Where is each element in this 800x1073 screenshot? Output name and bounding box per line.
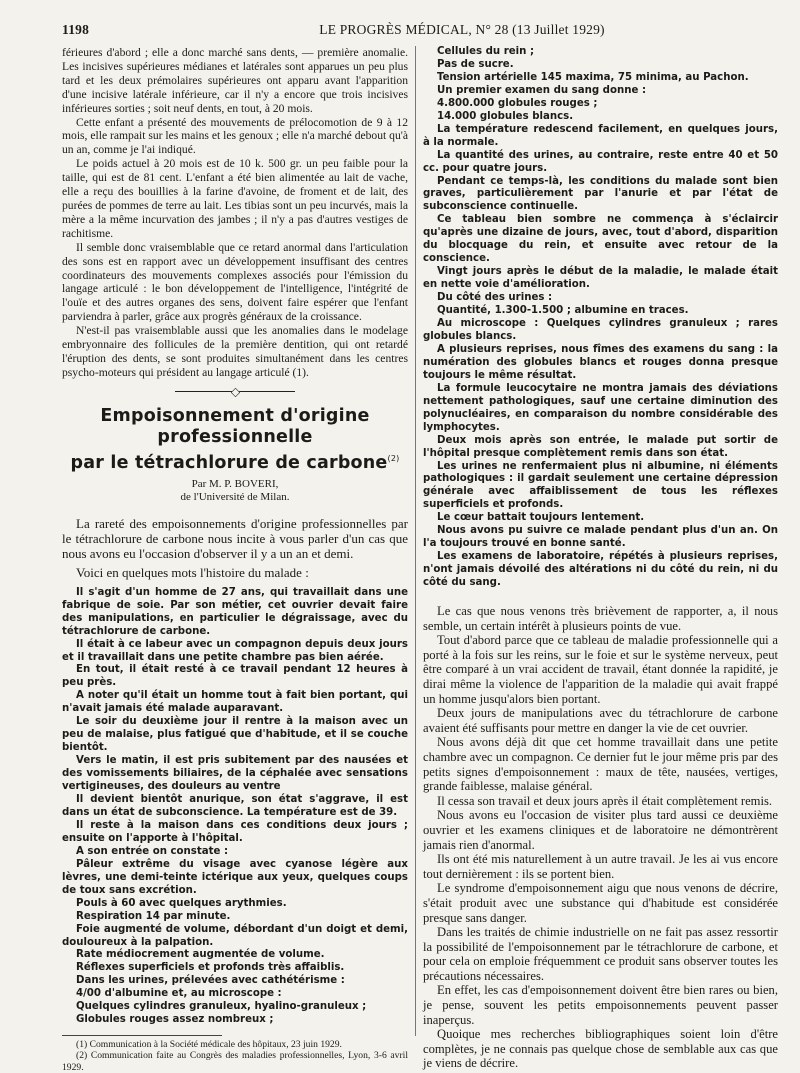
paragraph: En tout, il était resté à ce travail pendant 12 heures à peu près.: [62, 664, 408, 689]
running-title: LE PROGRÈS MÉDICAL, N° 28 (13 Juillet 1929): [319, 22, 605, 37]
paragraph: A noter qu'il était un homme tout à fait bien portant, qui n'avait jamais été malade auparavant.: [62, 690, 408, 715]
lead-paragraph: Voici en quelques mots l'histoire du malade :: [76, 565, 309, 581]
column-divider: [415, 46, 416, 1036]
paragraph: Pâleur extrême du visage avec cyanose légère aux lèvres, une demi-teinte ictérique aux yeux, quelques coups de toux sans excrétion.: [62, 858, 408, 896]
paragraph: Réflexes superficiels et profonds très affaiblis.: [76, 962, 345, 974]
paragraph: Du côté des urines :: [437, 292, 553, 304]
paragraph: 14.000 globules blancs.: [437, 110, 574, 122]
paragraph: Pas de sucre.: [437, 58, 514, 70]
paragraph: Ce tableau bien sombre ne commença à s'éclaircir qu'après une dizaine de jours, avec, tout d'abord, disparition du blocquage du rein, et ensuite avec retour de la conscience.: [423, 214, 778, 265]
lead-paragraph: La rareté des empoisonnements d'origine professionnelles par le tétrachlorure de carbone nous incite à vous parler d'un cas que nous avons eu l'occasion d'observer il y a un an et demi.: [62, 515, 408, 562]
case-report: [62, 587, 408, 1027]
paragraph: Les examens de laboratoire, répétés à plusieurs reprises, n'ont jamais dévoilé des altérations ni du côté du rein, ni du côté du sang.: [423, 551, 778, 589]
byline-affiliation: de l'Université de Milan.: [180, 490, 290, 503]
paragraph: Les urines ne renfermaient plus ni albumine, ni éléments pathologiques : il gardait seulement une certaine dépression générale avec affaiblissement de tous les réflexes superficiels et profonds.: [423, 460, 778, 511]
paragraph: Le poids actuel à 20 mois est de 10 k. 500 gr. un peu faible pour la taille, qui est de 81 cent. L'enfant a été bien alimentée au lait de vache, elle a reçu des bouillies à la farine d'avoine, de froment et de lait, des purées de pommes de terre au lait. Les tibias sont un peu incurvés, mais la mère a la même incurvation des jambes ; il n'y a pas d'autres vestiges de rachitisme.: [62, 157, 408, 240]
article-title: [62, 406, 408, 474]
paragraph: Il semble donc vraisemblable que ce retard anormal dans l'articulation des sons est en rapport avec un développement insuffisant des centres coordinateurs des mouvements complexes associés pour l'émission du langage articulé : le bon développement de l'intelligence, l'intégrité de l'ouïe et des autres organes des sens, doivent faire espérer que l'enfant parviendra à parler, grâce aux progrès généraux de la croissance.: [62, 240, 408, 324]
paragraph: A son entrée on constate :: [76, 845, 229, 857]
paragraph: Respiration 14 par minute.: [76, 910, 231, 922]
paragraph: A plusieurs reprises, nous fîmes des examens du sang : la numération des globules blancs et rouges donna presque toujours le même résultat.: [423, 343, 778, 381]
ornament-diamond: [231, 388, 240, 397]
paragraph: Il devient bientôt anurique, son état s'aggrave, il est dans un état de subconscience. La température est de 39.: [62, 794, 408, 818]
page-header: [62, 22, 762, 40]
discussion: [423, 604, 778, 1071]
paragraph: Un premier examen du sang donne :: [437, 84, 647, 96]
paragraph: Cette enfant a présenté des mouvements de prélocomotion de 9 à 12 mois, elle rampait sur les mains et les genoux ; elle n'a marché debout qu'à un an, comme je l'ai indiqué.: [62, 115, 408, 157]
page-number: 1198: [62, 22, 90, 37]
paragraph: Ils ont été mis naturellement à un autre travail. Je les ai vus encore tout dernièrement : ils se portent bien.: [423, 852, 778, 881]
paragraph: La formule leucocytaire ne montra jamais des déviations nettement pathologiques, sauf une certaine diminution des polynucléaires, en comparaison du nombre considérable des lymphocytes.: [423, 382, 778, 433]
right-column: [423, 46, 778, 1071]
paragraph: Dans les traités de chimie industrielle on ne fait pas assez ressortir la possibilité de l'empoisonnement par le tétrachlorure de carbone, et pour cela on emploie fréquemment ce produit sans observer toutes les précautions nécessaires.: [423, 925, 778, 983]
footnote-ref: (2): [387, 453, 400, 463]
paragraph: 4.800.000 globules rouges ;: [437, 97, 598, 109]
paragraph: Cellules du rein ;: [437, 46, 535, 57]
paragraph: La température redescend facilement, en quelques jours, à la normale.: [423, 123, 778, 148]
paragraph: Dans les urines, prélevées avec cathétérisme :: [76, 975, 345, 987]
paragraph: Nous avons eu l'occasion de visiter plus tard aussi ce deuxième ouvrier et les examens cliniques et de laboratoire ne démontrèrent jamais rien d'anormal.: [423, 808, 778, 852]
paragraph: Globules rouges assez nombreux ;: [76, 1014, 274, 1026]
article-title-line: Empoisonnement d'origine professionnelle: [100, 405, 370, 447]
paragraph: Quelques cylindres granuleux, hyalino-granuleux ;: [76, 1001, 367, 1013]
paragraph: Vers le matin, il est pris subitement par des nausées et des vomissements biliaires, de la céphalée avec sensations vertigineuses, des douleurs au ventre: [62, 755, 408, 793]
paragraph: Nous avons déjà dit que cet homme travaillait dans une petite chambre avec un compagnon. Ce dernier fut le jour même pris par des petits signes d'empoisonnement : maux de tête, nausées, vertiges, grande faiblesse, malaise général.: [423, 735, 778, 794]
byline-author: Par M. P. BOVERI,: [191, 477, 279, 490]
paragraph: Nous avons pu suivre ce malade pendant plus d'un an. On l'a toujours trouvé en bonne santé.: [423, 525, 778, 550]
paragraph: Le soir du deuxième jour il rentre à la maison avec un peu de malaise, plus fatigué que d'habitude, et il se couche bientôt.: [62, 716, 408, 754]
paragraph: Il était à ce labeur avec un compagnon depuis deux jours et il travaillait dans une petite chambre pas bien aérée.: [62, 638, 408, 663]
footnote-rule: [62, 1035, 222, 1036]
left-column: [62, 46, 408, 1073]
paragraph: Le cœur battait toujours lentement.: [437, 512, 645, 524]
paragraph: N'est-il pas vraisemblable aussi que les anomalies dans le modelage embryonnaire des follicules de la première dentition, qui ont retardé l'éruption des dents, se sont produites simultanément dans les centres psycho-moteurs qui président au langage articulé (1).: [62, 324, 408, 379]
paragraph: Tout d'abord parce que ce tableau de maladie professionnelle qui a porté à la fois sur les reins, sur le foie et sur le système nerveux, peut être comparé à un vrai accident de travail, étant donnée la rapidité, je dirai même la violence de l'apparition de la maladie qui avait frappé un homme jusqu'alors bien portant.: [423, 633, 778, 706]
section-ornament: [175, 387, 295, 396]
paragraph: Quoique mes recherches bibliographiques soient loin d'être complètes, je ne connais pas quelque chose de semblable aux cas que je viens de décrire.: [423, 1027, 778, 1071]
paragraph: Tension artérielle 145 maxima, 75 minima, au Pachon.: [437, 71, 749, 83]
paragraph: La quantité des urines, au contraire, reste entre 40 et 50 cc. pour quatre jours.: [423, 149, 778, 174]
paragraph: 4/00 d'albumine et, au microscope :: [76, 988, 282, 1000]
paragraph: Deux mois après son entrée, le malade put sortir de l'hôpital presque complètement remis dans son état.: [423, 434, 778, 459]
footnote: (2) Communication faite au Congrès des maladies professionnelles, Lyon, 3-6 avril 1929.: [62, 1050, 408, 1073]
paragraph: férieures d'abord ; elle a donc marché sans dents, — première anomalie. Les incisives supérieures médianes et latérales sont apparues un peu plus tard et les deux prémolaires supérieures ont apparu avant l'apparition d'une incisive latérale inférieure, car il n'y a encore que trois incisives inférieures sorties ; soit neuf dents, en tout, à 20 mois.: [62, 46, 408, 115]
article-title-line: par le tétrachlorure de carbone: [70, 452, 388, 473]
paragraph: Il cessa son travail et deux jours après il était complètement remis.: [437, 793, 773, 808]
paragraph: Deux jours de manipulations avec du tétrachlorure de carbone avaient été suffisants pour mettre en danger la vie de cet ouvrier.: [423, 706, 778, 735]
paragraph: Il s'agit d'un homme de 27 ans, qui travaillait dans une fabrique de soie. Par son métier, cet ouvrier devait faire des manipulations, en particulier le dégraissage, avec du tétrachlorure de carbone.: [62, 586, 408, 637]
case-report-continued: [423, 46, 778, 590]
paragraph: Le syndrome d'empoisonnement aigu que nous venons de décrire, s'était produit avec une substance qui d'habitude est considérée presque sans danger.: [423, 881, 778, 925]
paragraph: Vingt jours après le début de la maladie, le malade était en nette voie d'amélioration.: [423, 266, 778, 291]
paragraph: Au microscope : Quelques cylindres granuleux ; rares globules blancs.: [423, 318, 778, 342]
paragraph: Pouls à 60 avec quelques arythmies.: [76, 897, 287, 909]
paragraph: Foie augmenté de volume, débordant d'un doigt et demi, douloureux à la palpation.: [62, 923, 408, 948]
paragraph: En effet, les cas d'empoisonnement doivent être bien rares ou bien, je pense, souvent les petits empoisonnements peuvent passer inaperçus.: [423, 983, 778, 1027]
footnote: (1) Communication à la Société médicale des hôpitaux, 23 juin 1929.: [76, 1039, 342, 1051]
paragraph: Rate médiocrement augmentée de volume.: [76, 949, 325, 961]
paragraph: Quantité, 1.300-1.500 ; albumine en traces.: [437, 305, 689, 317]
paragraph: Pendant ce temps-là, les conditions du malade sont bien graves, particulièrement par l'anurie et par l'état de subconscience continuelle.: [423, 175, 778, 213]
paragraph: Il reste à la maison dans ces conditions deux jours ; ensuite on l'apporte à l'hôpital.: [62, 819, 408, 844]
paragraph: Le cas que nous venons très brièvement de rapporter, a, il nous semble, un certain intérêt à plusieurs points de vue.: [423, 604, 778, 633]
